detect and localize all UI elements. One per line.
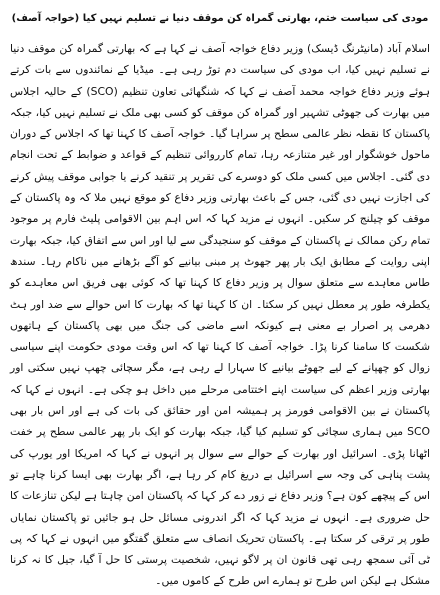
- article-headline: مودی کی سیاست ختم، بھارتی گمراہ کن موقف دنیا نے تسلیم نہیں کیا (خواجہ آصف): [11, 13, 429, 24]
- article-body: اسلام آباد (مانیٹرنگ ڈیسک) وزیر دفاع خواجہ آصف نے کہا ہے کہ بھارتی گمراہ کن موقف دنیا نے تسلیم نہیں کیا، اب مودی کی سیاست دم توڑ رہی ہے۔ میڈیا کے نمائندوں سے بات کرتے ہوئے وزیر دفاع خواجہ محمد آصف نے کہا کہ شنگھائی تعاون تنظیم (SCO) کے حالیہ اجلاس میں بھارت کی جھوٹی تشہیر اور گمراہ کن موقف کو کسی بھی ملک نے تسلیم نہیں کیا، جبکہ پاکستان کا نقطہ نظر عالمی سطح پر سراہا گیا۔ خواجہ آصف کا کہنا تھا کہ اجلاس کے دوران ماحول خوشگوار اور غیر متنازعہ رہا، تمام کارروائی تنظیم کے قواعد و ضوابط کے تحت انجام دی گئی۔ اجلاس میں کسی ملک کو دوسرے کی تقریر پر تنقید کرنے یا جوابی موقف پیش کرنے کی اجازت نہیں دی گئی، جس کے باعث بھارتی وزیر دفاع کو موقع نہیں ملا کہ وہ پاکستان کے موقف کو چیلنج کر سکیں۔ انہوں نے مزید کہا کہ اس اہم بین الاقوامی پلیٹ فارم پر موجود تمام رکن ممالک نے پاکستان کے موقف کو سنجیدگی سے لیا اور اس سے اتفاق کیا، جبکہ بھارت اپنی روایت کے مطابق ایک بار پھر جھوٹ پر مبنی بیانیے کو آگے بڑھانے میں ناکام رہا۔ سندھ طاس معاہدے سے متعلق سوال پر وزیر دفاع کا کہنا تھا کہ کوئی بھی فریق اس معاہدے کو یکطرفہ طور پر معطل نہیں کر سکتا۔ ان کا کہنا تھا کہ بھارت کا اس حوالے سے ضد اور ہٹ دھرمی پر اصرار بے معنی ہے کیونکہ اسے ماضی کی جنگ میں بھی پاکستان کے ہاتھوں شکست کا سامنا کرنا پڑا۔ خواجہ آصف کا کہنا تھا کہ اس وقت مودی حکومت اپنے سیاسی زوال کو چھپانے کے لیے جھوٹے بیانیے کا سہارا لے رہی ہے، مگر سچائی چھپ نہیں سکتی اور بھارتی وزیر اعظم کی سیاست اپنے اختتامی مرحلے میں داخل ہو چکی ہے۔ انہوں نے کہا کہ پاکستان نے بین الاقوامی فورمز پر ہمیشہ امن اور حقائق کی بات کی ہے اور اس بار بھی SCO میں ہماری سچائی کو تسلیم کیا گیا، جبکہ بھارت کو ایک بار پھر عالمی سطح پر خفت اٹھانا پڑی۔ اسرائیل اور بھارت کے حوالے سے سوال پر انہوں نے کہا کہ امریکا اور یورپ کی پشت پناہی کی وجہ سے اسرائیل بے دریغ کام کر رہا ہے، اگر بھارت بھی ایسا کرنا چاہے تو اس کے پیچھے کون ہے؟ وزیر دفاع نے زور دے کر کہا کہ پاکستان امن چاہتا ہے لیکن تنازعات کا حل ضروری ہے۔ انہوں نے مزید کہا کہ اگر اندرونی مسائل حل ہو جائیں تو پاکستان نمایاں طور پر ترقی کر سکتا ہے۔ پاکستان تحریک انصاف سے متعلق گفتگو میں انہوں نے کہا کہ پی ٹی آئی سمجھ رہی تھی قانون ان پر لاگو نہیں، شخصیت پرستی کا حل آ گیا، جیل کا نہ کرنا مشکل ہے لیکن اس طرح تو ہمارے اس طرح کے کاموں میں۔: [10, 42, 430, 588]
